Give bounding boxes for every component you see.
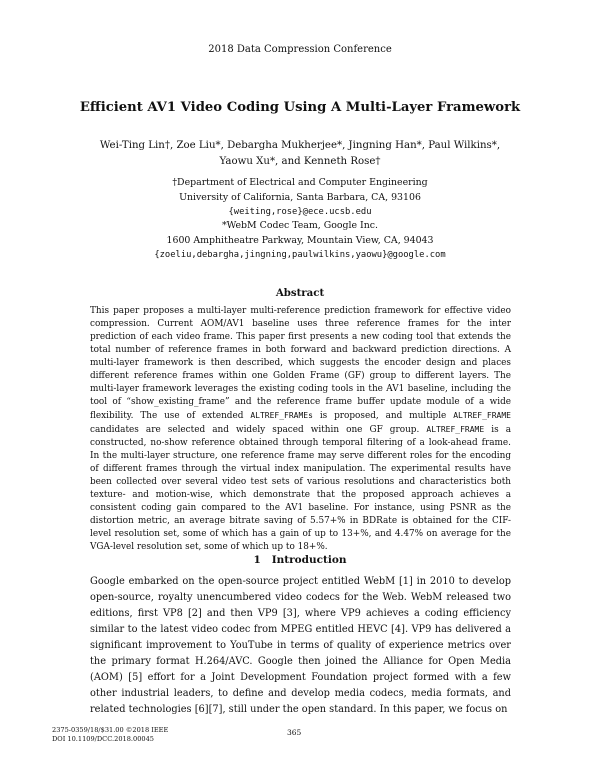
footer-copyright: 2375-0359/18/$31.00 ©2018 IEEE: [52, 726, 169, 734]
affiliation-email-ucsb: {weiting,rose}@ece.ucsb.edu: [228, 207, 372, 217]
affiliation-team: *WebM Codec Team, Google Inc.: [221, 220, 379, 231]
conference-header: 2018 Data Compression Conference: [208, 44, 392, 55]
affiliation-email-google: {zoeliu,debargha,jingning,paulwilkins,yaowu}@google.com: [154, 250, 446, 260]
affiliation-address: 1600 Amphitheatre Parkway, Mountain View, CA, 94043: [166, 235, 434, 246]
introduction-paragraph: Google embarked on the open-source project entitled WebM [1] in 2010 to develop open-source, royalty unencumbered video codecs for the Web. WebM released two editions, first VP8 [2] and then VP9 [3], where VP9 achieves a coding efficiency similar to the latest video codec from MPEG entitled HEVC [4]. VP9 has delivered a significant improvement to YouTube in terms of quality of experience metrics over the primary format H.264/AVC. Google then joined the Alliance for Open Media (AOM) [5] effort for a Joint Development Foundation project formed with a few other industrial leaders, to define and develop media codecs, media formats, and related technologies [6][7], still under the open standard. In this paper, we focus on: [90, 576, 511, 715]
abstract-text-4: is a constructed, no-show reference obtained through temporal filtering of a look-ahead frame. In the multi-layer structure, one reference frame may serve different roles for the encoding of different frames through the virtual index manipulation. The experimental results have been collected over several video test sets of various resolutions and characteristics both texture- and motion-wise, which demonstrate that the proposed approach achieves a consistent coding gain compared to the AV1 baseline. For instance, using PSNR as the distortion metric, an average bitrate saving of 5.57+% in BDRate is obtained for the CIF-level resolution set, some of which has a gain of up to 13+%, and 4.47% on average for the VGA-level resolution set, some of which up to 18+%.: [90, 425, 511, 552]
section-heading-introduction: 1 Introduction: [253, 554, 347, 566]
abstract-text-3: candidates are selected and widely spaced within one GF group.: [90, 425, 427, 435]
affiliation-ucsb: [60, 175, 540, 220]
author-line-1: Wei-Ting Lin†, Zoe Liu*, Debargha Mukherjee*, Jingning Han*, Paul Wilkins*,: [99, 140, 501, 151]
footer-doi: DOI 10.1109/DCC.2018.00045: [52, 734, 154, 743]
copyright-footer: [52, 726, 168, 743]
abstract-text-1: This paper proposes a multi-layer multi-reference prediction framework for effective video compression. Current AOM/AV1 baseline uses three reference frames for the inter prediction of each video frame. This paper first presents a new coding tool that extends the total number of reference frames in both forward and backward prediction directions. A multi-layer framework is then described, which suggests the encoder design and places different reference frames within one Golden Frame (GF) group to different layers. The multi-layer framework leverages the existing coding tools in the AV1 baseline, including the tool of “show_existing_frame” and the reference frame buffer update module of a wide flexibility. The use of extended: [90, 306, 511, 421]
affiliation-dept: †Department of Electrical and Computer Engineering: [172, 177, 428, 188]
abstract-body: [90, 305, 511, 554]
abstract-heading: Abstract: [275, 287, 325, 299]
paper-title: Efficient AV1 Video Coding Using A Multi-Layer Framework: [79, 100, 521, 115]
author-list: [80, 138, 520, 170]
abstract-code-3: ALTREF_FRAME: [426, 425, 485, 434]
affiliation-univ: University of California, Santa Barbara, CA, 93106: [179, 192, 421, 203]
page-number: 365: [287, 728, 302, 737]
abstract-code-2: ALTREF_FRAME: [453, 411, 511, 420]
abstract-text-2: is proposed, and multiple: [312, 411, 454, 421]
introduction-body: [90, 574, 511, 718]
abstract-code-1: ALTREF_FRAMEs: [250, 411, 313, 420]
affiliation-google: [60, 218, 540, 263]
author-line-2: Yaowu Xu*, and Kenneth Rose†: [219, 156, 381, 167]
